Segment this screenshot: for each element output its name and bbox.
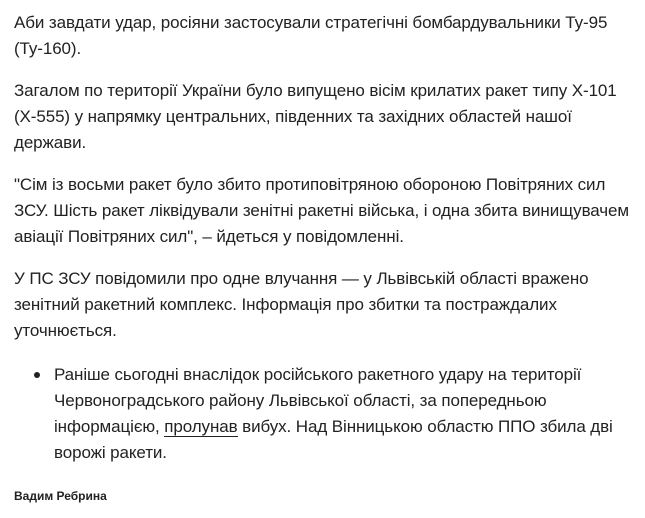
- explosion-link[interactable]: пролунав: [164, 417, 238, 436]
- bullet-dot-icon: [34, 372, 40, 378]
- article-body: [14, 10, 636, 466]
- paragraph-quote: "Сім із восьми ракет було збито протиповітряною обороною Повітряних сил ЗСУ. Шість ракет ліквідували зенітні ракетні війська, і одна збита винищувачем авіації Повітряних сил", – йдеться у повідомленні.: [14, 175, 629, 246]
- list-item: [54, 362, 636, 466]
- paragraph-hit: У ПС ЗСУ повідомили про одне влучання — у Львівській області вражено зенітний ракетний комплекс. Інформація про збитки та постраждалих уточнюється.: [14, 269, 589, 340]
- bullet-text-before: Раніше сьогодні внаслідок російського ракетного удару на території Червоноградського району Львівської області, за попередньою інформацією,: [54, 365, 582, 436]
- author-name: Вадим Ребрина: [14, 489, 107, 503]
- paragraph-missiles-launched: Загалом по території України було випущено вісім крилатих ракет типу Х-101 (Х-555) у напрямку центральних, південних та західних областей нашої держави.: [14, 81, 617, 152]
- bullet-text-after: вибух. Над Вінницькою областю ППО збила дві ворожі ракети.: [54, 417, 613, 462]
- bullet-list: [14, 362, 636, 466]
- paragraph-bombers: Аби завдати удар, росіяни застосували стратегічні бомбардувальники Ту-95 (Ту-160).: [14, 13, 608, 58]
